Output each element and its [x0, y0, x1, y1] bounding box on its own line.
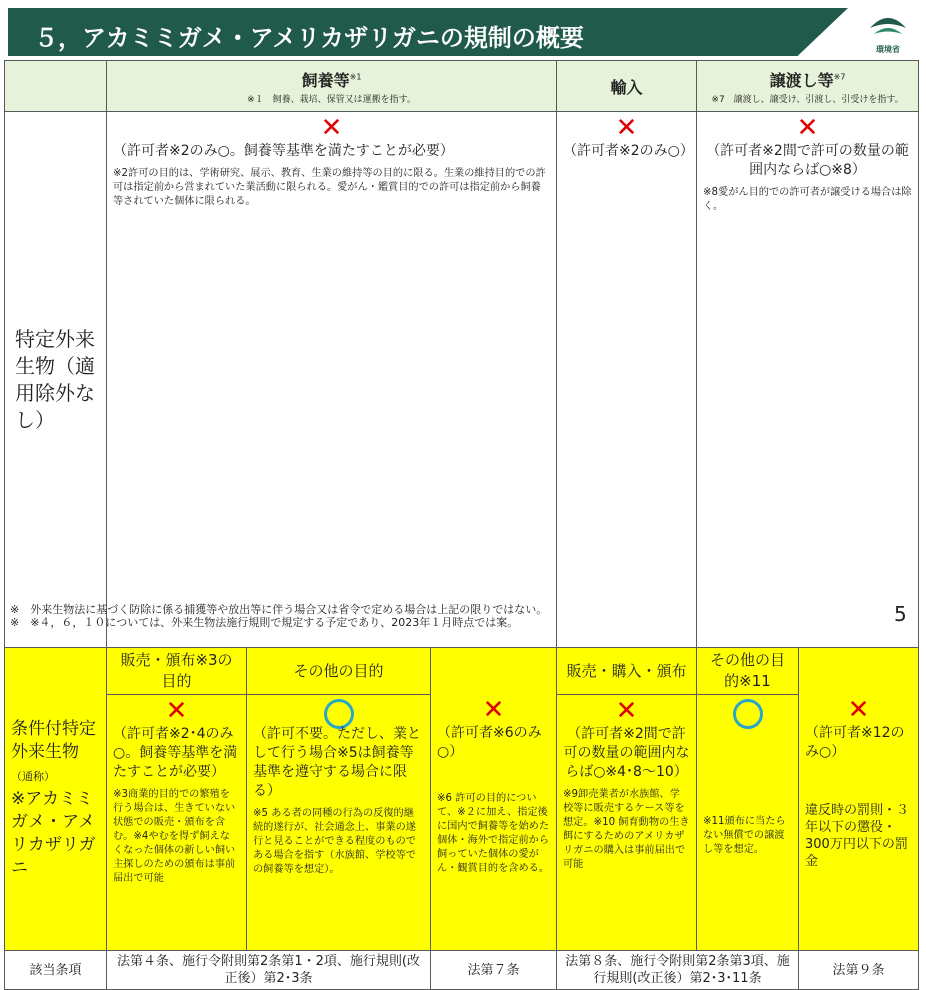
ministry-logo	[862, 10, 914, 56]
row2-import-mark	[437, 696, 550, 724]
row2-release-text: （許可者※12のみ○）	[805, 725, 905, 760]
row1-transfer-text: （許可者※2間で許可の数量の範囲内ならば○※8）	[706, 143, 909, 178]
header-breeding	[107, 61, 557, 112]
law-import: 法第７条	[431, 951, 557, 990]
footer-note-1: ※ 外来生物法に基づく防除に係る捕獲等や放出等に伴う場合又は省令で定める場合は上記の限りではない。	[10, 603, 548, 616]
cross-icon: ✕	[482, 695, 505, 725]
row2-import-note: ※6 許可の目的について、※２に加え、指定後に国内で飼養等を始めた個体・海外で指定前から飼っていた個体の愛がん・観賞目的を含める。	[437, 793, 550, 874]
corner-cell	[5, 61, 107, 112]
row2-other-note: ※5 ある者の同種の行為の反復的継続的遂行が、社会通念上、事業の遂行と見ることができる程度のものである場合を指す（水族館、学校等での飼養等を想定）。	[253, 808, 416, 875]
row2-label-main: 条件付特定外来生物	[11, 719, 96, 762]
row2-sub-other: その他の目的	[247, 648, 431, 695]
header-import	[557, 61, 697, 112]
row2-trade-text: （許可者※2間で許可の数量の範囲内ならば○※4･8～10）	[563, 726, 690, 780]
row2-other2	[697, 695, 799, 951]
row2-release-penalty: 違反時の罰則・３年以下の懲役・300万円以下の罰金	[805, 803, 910, 869]
row1-import-text: （許可者※2のみ○）	[563, 143, 694, 159]
header-transfer-sup: ※7	[833, 72, 846, 82]
row2-trade-mark	[563, 697, 690, 725]
header-transfer	[697, 61, 919, 112]
row1-label: 特定外来生物（適用除外なし）	[5, 112, 107, 648]
cross-icon: ✕	[615, 696, 638, 726]
law-transfer: 法第８条、施行令附則第2条第3項、施行規則(改正後）第2･3･11条	[557, 951, 799, 990]
row2-import-text: （許可者※6のみ○）	[437, 725, 542, 760]
slide-title: ５，アカミミガメ・アメリカザリガニの規制の概要	[34, 24, 584, 52]
cross-icon: ✕	[165, 696, 188, 726]
header-breeding-sup: ※1	[349, 72, 362, 82]
row2-sales-text: （許可者※2･4のみ○。飼養等基準を満たすことが必要）	[113, 726, 238, 780]
footer-notes	[10, 603, 870, 629]
row2-other-mark	[253, 697, 424, 725]
row2-other2-mark	[703, 697, 792, 725]
header-transfer-note: ※7 譲渡し、譲受け、引渡し、引受けを指す。	[711, 94, 904, 105]
regulation-table	[4, 60, 919, 990]
row2-label	[5, 648, 107, 951]
row1-transfer	[697, 112, 919, 648]
header-breeding-label: 飼養等	[301, 70, 350, 90]
header-transfer-label: 譲渡し等	[769, 70, 834, 90]
row1-breeding-note: ※2許可の目的は、学術研究、展示、教育、生業の維持等の目的に限る。生業の維持目的での許可は指定前から営まれていた業活動に限られる。愛がん・鑑賞目的での許可は指定前から飼養等されていた個体に限られる。	[113, 168, 546, 207]
circle-icon	[733, 699, 763, 729]
cross-icon: ✕	[615, 113, 638, 143]
row2-label-alias: （通称）	[11, 770, 55, 783]
cross-icon: ✕	[847, 695, 870, 725]
row2-sub-sales: 販売・頒布※3の目的	[107, 648, 247, 695]
header-import-label: 輸入	[610, 77, 643, 97]
cross-icon: ✕	[796, 113, 819, 143]
row2-other-text: （許可不要。ただし、業として行う場合※5は飼養等基準を遵守する場合に限る）	[253, 726, 421, 799]
ministry-logo-icon	[868, 10, 908, 38]
row2-sales-mark	[113, 697, 240, 725]
row1-import	[557, 112, 697, 648]
logo-label: 環境省	[876, 45, 900, 54]
row1-breeding-mark	[113, 114, 550, 142]
footer-note-2: ※ ※４，６，１０については、外来生物法施行規則で規定する予定であり、2023年１月時点では案。	[10, 616, 519, 629]
law-release: 法第９条	[799, 951, 919, 990]
cross-icon: ✕	[320, 113, 343, 143]
header-breeding-note: ※１ 飼養、栽培、保管又は運搬を指す。	[247, 94, 416, 105]
row1-import-mark	[563, 114, 690, 142]
row2-trade-note: ※9卸売業者が水族館、学校等に販売するケース等を想定。※10 飼育動物の生き餌にするためのアメリカザリガニの購入は事前届出で可能	[563, 789, 690, 870]
row2-import	[431, 648, 557, 951]
row2-trade	[557, 695, 697, 951]
row1-breeding	[107, 112, 557, 648]
slide-header	[0, 0, 926, 62]
law-breeding: 法第４条、施行令附則第2条第1・2項、施行規則(改正後）第2･3条	[107, 951, 431, 990]
row1-transfer-mark	[703, 114, 912, 142]
row2-sub-trade: 販売・購入・頒布	[557, 648, 697, 695]
row2-release	[799, 648, 919, 951]
row2-release-mark	[805, 696, 912, 724]
row2-other2-note: ※11頒布に当たらない無償での譲渡し等を想定。	[703, 816, 786, 855]
row2-label-species: ※アカミミガメ・アメリカザリガニ	[11, 789, 96, 878]
row1-transfer-note: ※8愛がん目的での許可者が譲受ける場合は除く。	[703, 187, 912, 212]
row2-sales	[107, 695, 247, 951]
row2-sales-note: ※3商業的目的での繁殖を行う場合は、生きていない状態での販売・頒布を含む。※4やむを得ず飼えなくなった個体の新しい飼い主探しのための頒布は事前届出で可能	[113, 789, 236, 884]
row2-sub-other2: その他の目的※11	[697, 648, 799, 695]
row2-other	[247, 695, 431, 951]
law-label: 該当条項	[5, 951, 107, 990]
page-number: 5	[894, 602, 907, 626]
row1-breeding-text: （許可者※2のみ○。飼養等基準を満たすことが必要）	[113, 143, 454, 159]
